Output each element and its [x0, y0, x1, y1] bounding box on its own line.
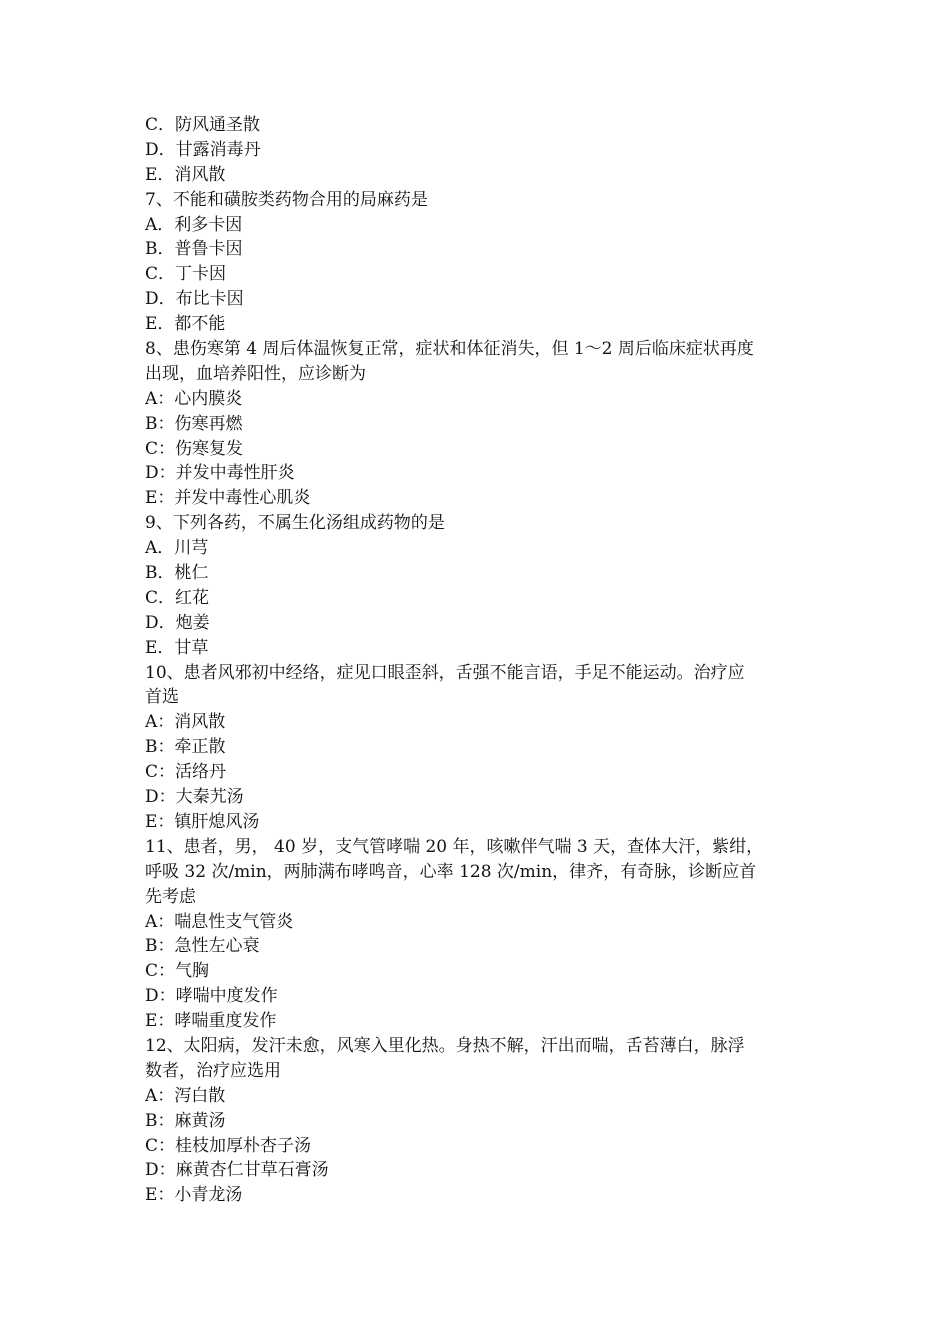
text-line: D．布比卡因 [145, 289, 244, 310]
text-line: E：镇肝熄风汤 [145, 811, 260, 832]
text-line: E：小青龙汤 [145, 1185, 243, 1206]
question-9: 9、下列各药，不属生化汤组成药物的是 [145, 513, 445, 534]
question-7: 7、不能和磺胺类药物合用的局麻药是 [145, 189, 428, 210]
text-line: A：喘息性支气管炎 [145, 911, 294, 932]
question-10: 10、患者风邪初中经络，症见口眼歪斜，舌强不能言语，手足不能运动。治疗应 [145, 662, 745, 683]
text-line: A：消风散 [145, 712, 226, 733]
document-body [145, 113, 810, 1208]
text-line: B：麻黄汤 [145, 1110, 226, 1131]
text-line: A．川芎 [145, 538, 209, 559]
text-line: C．防风通圣散 [145, 115, 261, 135]
text-line: E：并发中毒性心肌炎 [145, 488, 311, 509]
text-line: E：哮喘重度发作 [145, 1011, 277, 1032]
text-line: D：哮喘中度发作 [145, 986, 278, 1007]
text-line: D．炮姜 [145, 612, 210, 633]
text-line: 出现，血培养阳性，应诊断为 [145, 363, 366, 384]
text-line: C：活络丹 [145, 762, 227, 783]
text-line: 呼吸 32 次/min，两肺满布哮鸣音，心率 128 次/min，律齐，有奇脉，诊断应首 [145, 861, 757, 882]
text-line: C：桂枝加厚朴杏子汤 [145, 1135, 312, 1156]
text-line: C：气胸 [145, 961, 210, 982]
text-line: E．甘草 [145, 637, 209, 658]
text-line: B．桃仁 [145, 563, 209, 584]
question-8: 8、患伤寒第 4 周后体温恢复正常，症状和体征消失，但 1～2 周后临床症状再度 [145, 339, 754, 360]
text-line: C：伤寒复发 [145, 438, 244, 459]
text-line: 数者，治疗应选用 [145, 1060, 281, 1081]
text-line: D：并发中毒性肝炎 [145, 463, 295, 484]
text-line: D：麻黄杏仁甘草石膏汤 [145, 1160, 329, 1181]
question-11: 11、患者，男， 40 岁，支气管哮喘 20 年，咳嗽伴气喘 3 天，查体大汗，紫绀， [145, 836, 764, 857]
text-line: E．消风散 [145, 164, 226, 185]
text-line: 首选 [145, 687, 179, 708]
text-line: D．甘露消毒丹 [145, 139, 261, 160]
text-line: D：大秦艽汤 [145, 787, 244, 808]
text-line: E．都不能 [145, 314, 226, 335]
text-line: A．利多卡因 [145, 214, 243, 235]
text-line: B：伤寒再燃 [145, 413, 243, 434]
question-12: 12、太阳病，发汗未愈，风寒入里化热。身热不解，汗出而喘，舌苔薄白，脉浮 [145, 1035, 745, 1056]
text-line: B：牵正散 [145, 737, 226, 758]
text-line: C．红花 [145, 587, 210, 608]
text-line: A：泻白散 [145, 1085, 226, 1106]
text-line: A：心内膜炎 [145, 388, 243, 409]
text-line: B．普鲁卡因 [145, 239, 243, 260]
text-line: B：急性左心衰 [145, 936, 260, 957]
text-line: 先考虑 [145, 886, 196, 907]
text-line: C．丁卡因 [145, 264, 227, 285]
